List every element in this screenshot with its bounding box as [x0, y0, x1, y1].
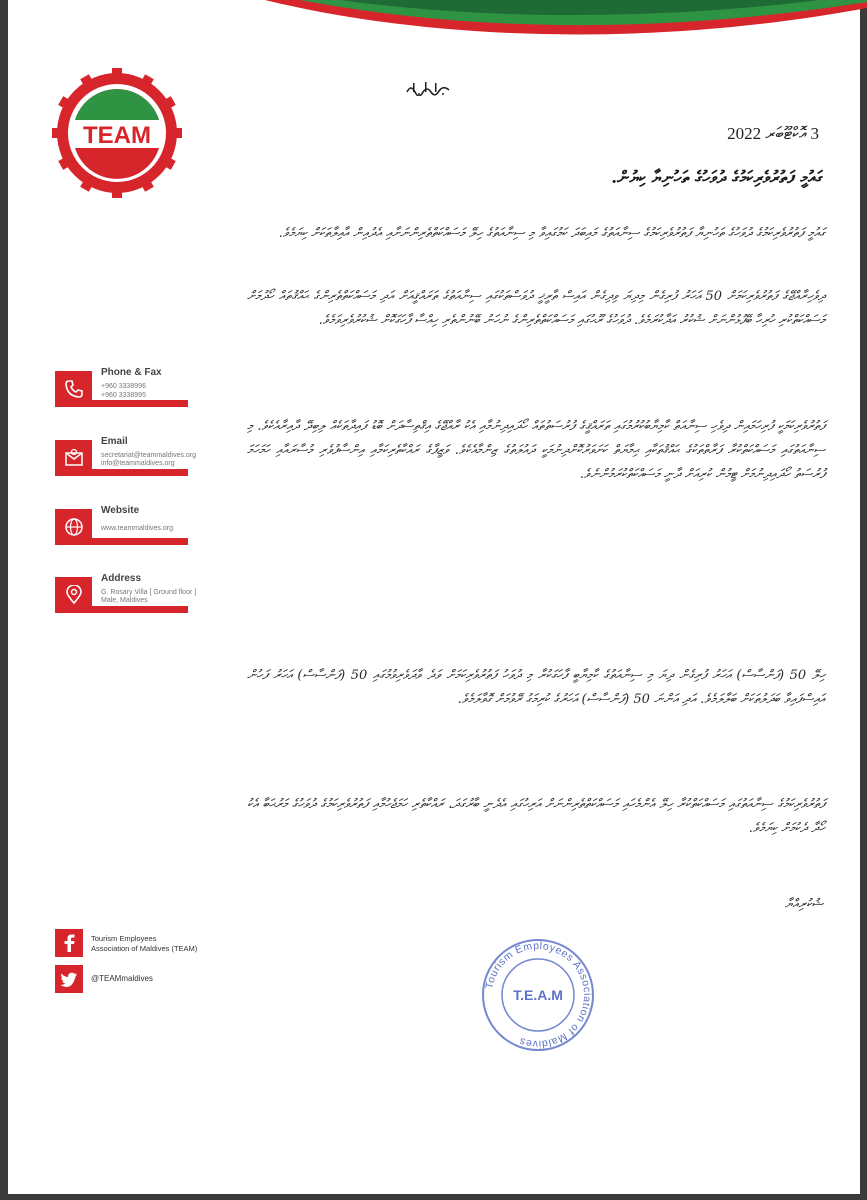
contact-address-line-2: Male, Maldives	[101, 597, 148, 604]
frame-bottom	[0, 1194, 867, 1200]
facebook-line-2: Association of Maldives (TEAM)	[91, 944, 198, 953]
contact-email-line-1: secretariat@teammaldives.org	[101, 452, 197, 459]
social-twitter[interactable]	[55, 965, 275, 993]
website-divider	[92, 538, 188, 545]
twitter-icon[interactable]	[55, 965, 83, 993]
letter-subject: ގައުމީ ފަތުރުވެރިކަމުގެ ދުވަހުގެ ތަހުނިޔާ ކިޔުން.	[611, 168, 823, 188]
frame-left	[0, 0, 8, 1200]
bismillah-calligraphy	[405, 80, 451, 96]
contact-website	[55, 505, 245, 557]
stamp-center-text: T.E.A.M	[513, 987, 563, 1003]
frame-right	[860, 0, 867, 1200]
email-divider	[92, 469, 188, 476]
closing-signoff: ޝުކުރިއްޔާ	[784, 897, 823, 912]
paragraph-3: ފަތުރުވެރިކަމަކީ ފުރިހަމައިން ދިވެހި ސިނާއަތް ކާމިޔާބުކުރުމުގައި ތަރައްޤީގެ ފުރުސަތުތައް ހޯދައިދިނުމާއި އެކު ރާއްޖޭގެ އިޤްތިސާދަށް ބޮޑު ފައިދާތަކެއް ލިބިދޭ ދާއިރާއެކެވެ. މި ސިނާއަތުގައި މަސައްކަތްކުރާ ފަރާތްތަކުގެ ޙައްޤުތަކާއި ޙިމާޔަތް ކަށަވަރުކޮށްދިނުމަކީ ދައުލަތުގެ ޒިންމާއެކެވެ. ވަޒީފާގެ ރައްކާތެރިކަމާއި އިންސާފުވެރި މުސާރައާއި ހަމަހަމަ ފުރުސަތު ހޯދައިދިނުމަށް ޓީމުން ކުރިއަށް ދާނީ މަސައްކަތްކުރަމުންނެވެ.	[247, 419, 825, 482]
contact-address-line-1: G. Rosary Villa [ Ground floor ]	[101, 589, 197, 596]
paragraph-1: ގައުމީ ފަތުރުވެރިކަމުގެ ދުވަހުގެ ތަހުނިޔާ ފަތުރުވެރިކަމުގެ ސިނާއަތުގެ މައިބަދަ ކަމުގައިވާ މި ސިނާއަތުގެ ހިލޭ މަސައްކަތްތެރިންނަށާއި އެދުއިން އާއިލާތަކަށް ކިޔަމެވެ.	[278, 226, 825, 241]
contact-address	[55, 573, 245, 625]
official-stamp	[480, 937, 596, 1053]
contact-email-line-2: info@teammaldives.org	[101, 460, 175, 467]
contact-website-title: Website	[101, 505, 140, 516]
email-icon	[55, 440, 92, 476]
address-divider	[92, 606, 188, 613]
team-logo	[52, 68, 182, 198]
contact-phone-line-2: +960 3338995	[101, 392, 146, 399]
paragraph-4: ހިލޭ 50 (ފަންސާސް) އަހަރު ފުރިގެން ދިޔަ މި ސިނާއަތުގެ ކާމިޔާބީ ފާހަގަކުރާ މި ދުވަހު ފަތުރުވެރިކަމަށް ވަދެ ވާދަވެރިވުމުގައި 50 (ފަންސާސް) އަހަރު ފަހުން އައިސްފައިވާ ބަދަލުތަކަށް ބަލާލަމެވެ. އަދި އަންނަ 50 (ފަންސާސް) އަހަރުގެ ކުރިމަގު ރޭވުމަށް ގޮވާލަމެވެ.	[247, 668, 826, 707]
globe-icon	[55, 509, 92, 545]
paragraph-5: ފަތުރުވެރިކަމުގެ ސިނާއަތުގައި މަސައްކަތްކުރާ ހިލޭ އެންމެހައި މަސައްކަތްތެރިންނަށް އަރިހުގައި އެދެނީ ބާރުގަދަ، ރައްކާތެރި ހަމަޖެހުމާއި ފަތުރުވެރިކަމުގެ ދުވަހުގެ މަރުޙަބާ އެކު ހޯދާ ދެކުމަށް ކިޔަމެވެ.	[247, 797, 825, 836]
paragraph-2: ދިވެހިރާއްޖޭގެ ފަތުރުވެރިކަމަށް 50 އަހަރު ފުރިގެން މިދިޔަ ވިދިގެން އައިސް ތާރީޚީ ދުވަސްތަކުގައި ސިނާއަތުގެ ތަރައްޤީއަށް އަދި މަސައްކަތްތެރިންގެ ޙައްޤުތައް ހޯދުމަށް މަސައްކަތްކުރި ހުރިހާ ބޭފުޅުންނަށް ޝުކުރު އަދާކުރަމެވެ. ދުވަހުގެ ރޫޙުގައި މަސައްކަތްތެރިންގެ ނުހަނު ބޭނުންތެރި ހިއްސާ ފާހަގަކޮށް ޝުކުރުވެރިވަމެވެ.	[247, 289, 825, 328]
contact-phone-title: Phone & Fax	[101, 367, 162, 378]
phone-divider	[92, 400, 188, 407]
contact-address-title: Address	[101, 573, 142, 584]
letter-date: 3 އޮކްޓޫބަރ 2022	[727, 124, 819, 143]
phone-icon	[55, 371, 92, 407]
contact-website-line-1: www.teammaldives.org	[101, 525, 173, 532]
stamp-ring-text: Tourism Employees Association of Maldives	[483, 939, 594, 1051]
contact-email	[55, 436, 245, 488]
contact-phone-line-1: +960 3338996	[101, 383, 146, 390]
facebook-line-1: Tourism Employees	[91, 934, 157, 943]
social-facebook[interactable]	[55, 929, 275, 957]
contact-email-title: Email	[101, 436, 128, 447]
header-wave	[0, 0, 867, 55]
twitter-handle: @TEAMmaldives	[91, 974, 153, 983]
contact-phone	[55, 367, 245, 419]
map-pin-icon	[55, 577, 92, 613]
logo-text: TEAM	[83, 122, 151, 149]
facebook-icon[interactable]	[55, 929, 83, 957]
